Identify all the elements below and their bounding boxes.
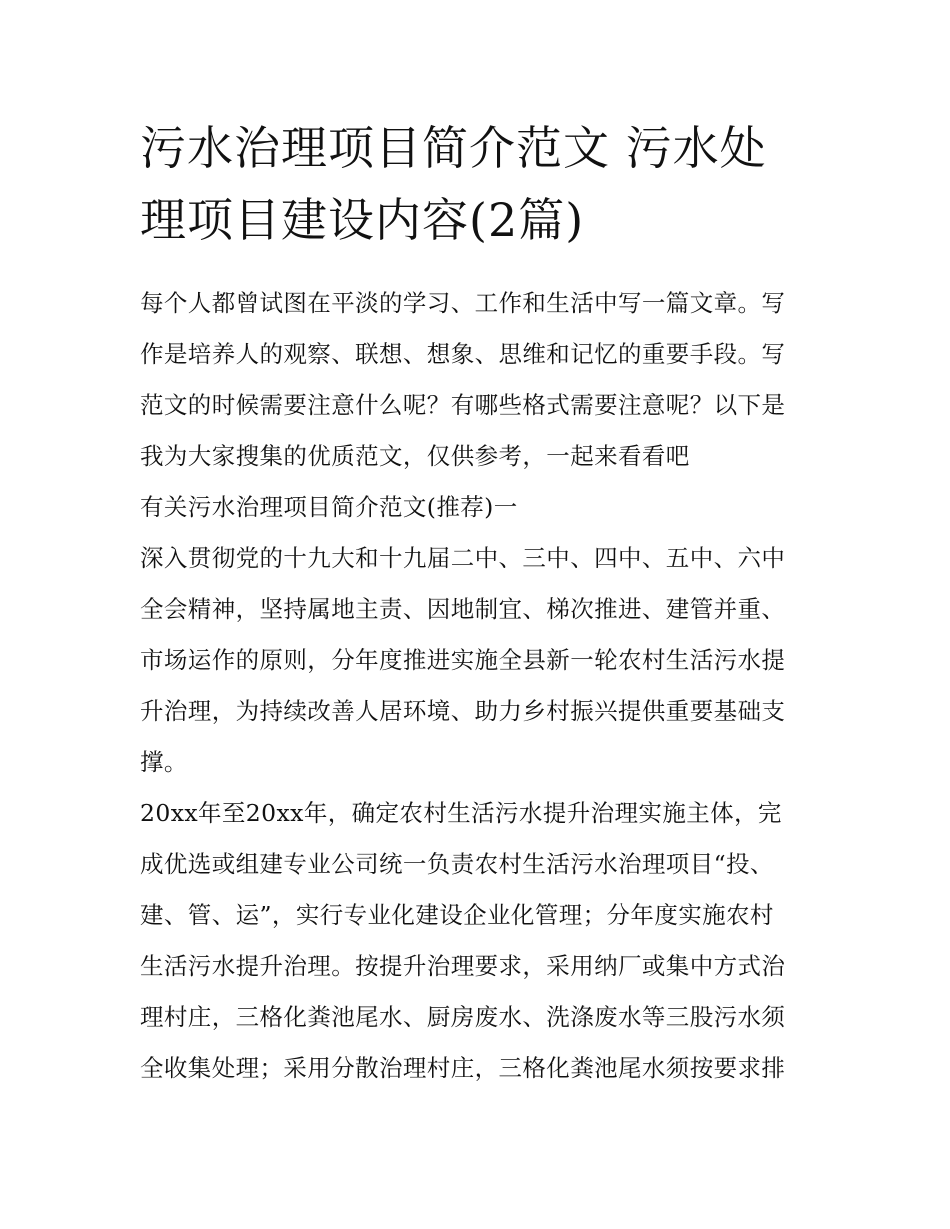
paragraph-line: 成优选或组建专业公司统一负责农村生活污水治理项目“投、 [140, 850, 774, 878]
paragraph-line: 20xx年至20xx年，确定农村生活污水提升治理实施主体，完 [140, 799, 782, 827]
paragraph-line: 升治理，为持续改善人居环境、助力乡村振兴提供重要基础支 [140, 697, 786, 725]
paragraph-line: 全会精神，坚持属地主责、因地制宜、梯次推进、建管并重、 [140, 595, 786, 623]
paragraph-line: 深入贯彻党的十九大和十九届二中、三中、四中、五中、六中 [140, 544, 786, 572]
paragraph-line: 建、管、运”，实行专业化建设企业化管理；分年度实施农村 [140, 901, 774, 929]
document-title [140, 112, 820, 256]
paragraph-line: 撑。 [140, 748, 188, 776]
paragraph-line: 全收集处理；采用分散治理村庄，三格化粪池尾水须按要求排 [140, 1054, 786, 1082]
paragraph-line: 理村庄，三格化粪池尾水、厨房废水、洗涤废水等三股污水须 [140, 1003, 786, 1031]
intro-paragraph-line: 我为大家搜集的优质范文，仅供参考，一起来看看吧 [140, 442, 690, 470]
section-heading: 有关污水治理项目简介范文(推荐)一 [140, 493, 518, 521]
title-line: 理项目建设内容(2篇) [140, 193, 585, 247]
intro-paragraph-line: 作是培养人的观察、联想、想象、思维和记忆的重要手段。写 [140, 340, 786, 368]
paragraph-line: 生活污水提升治理。按提升治理要求，采用纳厂或集中方式治 [140, 952, 786, 980]
paragraph-line: 市场运作的原则，分年度推进实施全县新一轮农村生活污水提 [140, 646, 786, 674]
document-body [140, 278, 812, 1094]
title-line: 污水治理项目简介范文 污水处 [140, 121, 767, 175]
intro-paragraph-line: 每个人都曾试图在平淡的学习、工作和生活中写一篇文章。写 [140, 289, 786, 317]
intro-paragraph-line: 范文的时候需要注意什么呢？有哪些格式需要注意呢？以下是 [140, 391, 786, 419]
